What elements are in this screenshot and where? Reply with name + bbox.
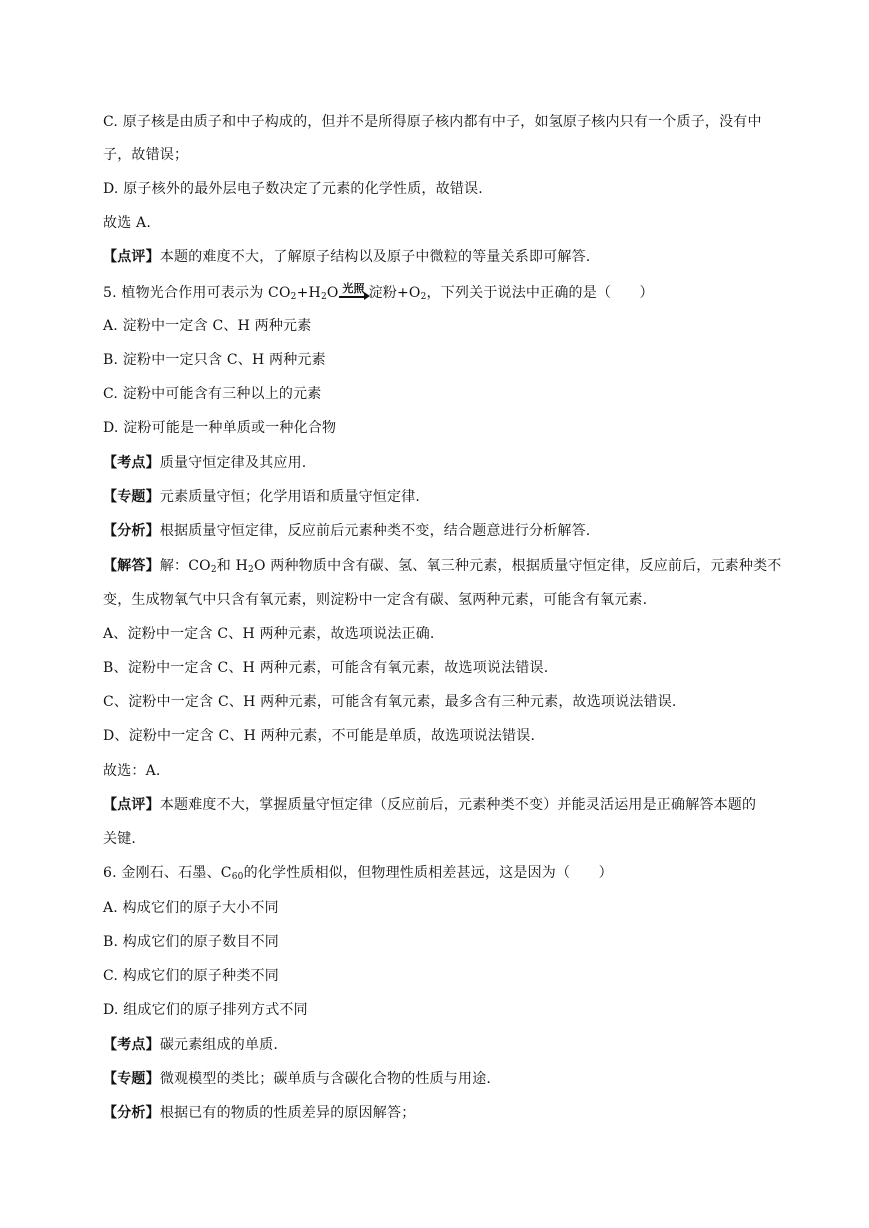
kaodian-line bbox=[103, 1036, 278, 1054]
section-tag: 【考点】 bbox=[103, 1037, 160, 1053]
question-text: +H bbox=[296, 285, 321, 301]
question-5-stem bbox=[103, 283, 654, 302]
option-b: B. 构成它们的原子数目不同 bbox=[103, 934, 279, 950]
section-text: 质量守恒定律及其应用. bbox=[159, 455, 307, 471]
section-text: 微观模型的类比；碳单质与含碳化合物的性质与用途. bbox=[159, 1071, 492, 1087]
section-text: O 两种物质中含有碳、氢、氧三种元素，根据质量守恒定律，反应前后，元素种类不 bbox=[253, 558, 782, 574]
text-line: A、淀粉中一定含 C、H 两种元素，故选项说法正确. bbox=[103, 626, 435, 642]
section-text: 解：CO bbox=[159, 558, 211, 574]
reaction-condition: 光照 bbox=[342, 282, 365, 295]
option-c: C. 构成它们的原子种类不同 bbox=[103, 968, 279, 984]
option-a: A. 构成它们的原子大小不同 bbox=[103, 900, 279, 916]
section-tag: 【专题】 bbox=[103, 489, 160, 505]
question-text: 淀粉+O bbox=[368, 285, 421, 301]
section-tag: 【专题】 bbox=[103, 1071, 160, 1087]
text-line: 关键. bbox=[103, 831, 137, 847]
text-line: C. 原子核是由质子和中子构成的，但并不是所得原子核内都有中子，如氢原子核内只有一个质子，没有中 bbox=[103, 114, 762, 130]
section-tag: 【分析】 bbox=[103, 523, 160, 539]
fenxi-line bbox=[103, 522, 590, 540]
question-text: ，下列关于说法中正确的是（ ） bbox=[426, 285, 654, 301]
section-tag: 【点评】 bbox=[103, 249, 160, 265]
question-text: O bbox=[326, 285, 339, 301]
option-a: A. 淀粉中一定含 C、H 两种元素 bbox=[103, 318, 312, 334]
comment-line bbox=[103, 796, 756, 814]
option-d: D. 组成它们的原子排列方式不同 bbox=[103, 1002, 308, 1018]
section-tag: 【点评】 bbox=[103, 797, 160, 813]
reaction-arrow bbox=[339, 283, 369, 301]
section-text: 和 H bbox=[216, 558, 249, 574]
section-text: 根据已有的物质的性质差异的原因解答； bbox=[159, 1105, 416, 1121]
subscript: 2 bbox=[248, 565, 254, 575]
subscript: 2 bbox=[210, 565, 217, 575]
option-c: C. 淀粉中可能含有三种以上的元素 bbox=[103, 386, 322, 402]
text-line: 变，生成物氧气中只含有氧元素，则淀粉中一定含有碳、氢两种元素，可能含有氧元素. bbox=[103, 592, 648, 608]
comment-text: 本题的难度不大，了解原子结构以及原子中微粒的等量关系即可解答. bbox=[159, 249, 591, 265]
section-text: 元素质量守恒；化学用语和质量守恒定律. bbox=[159, 489, 421, 505]
question-text: 6. 金刚石、石墨、C bbox=[103, 865, 232, 881]
section-text: 根据质量守恒定律，反应前后元素种类不变，结合题意进行分析解答. bbox=[159, 523, 591, 539]
option-d: D. 淀粉可能是一种单质或一种化合物 bbox=[103, 420, 337, 436]
subscript: 2 bbox=[290, 292, 297, 302]
text-line: D、淀粉中一定含 C、H 两种元素，不可能是单质，故选项说法错误. bbox=[103, 728, 536, 744]
subscript: 60 bbox=[231, 872, 244, 882]
fenxi-line bbox=[103, 1104, 415, 1122]
question-6-stem bbox=[103, 864, 613, 882]
text-line: B、淀粉中一定含 C、H 两种元素，可能含有氧元素，故选项说法错误. bbox=[103, 660, 549, 676]
text-line: 故选：A. bbox=[103, 763, 161, 779]
section-tag: 【解答】 bbox=[103, 558, 160, 574]
question-text: 的化学性质相似，但物理性质相差甚远，这是因为（ ） bbox=[243, 865, 613, 881]
zhuanti-line bbox=[103, 1070, 491, 1088]
subscript: 2 bbox=[420, 292, 427, 302]
kaodian-line bbox=[103, 454, 306, 472]
comment-text: 本题难度不大，掌握质量守恒定律（反应前后，元素种类不变）并能灵活运用是正确解答本题的 bbox=[159, 797, 757, 813]
comment-line bbox=[103, 248, 590, 266]
section-tag: 【考点】 bbox=[103, 455, 160, 471]
option-b: B. 淀粉中一定只含 C、H 两种元素 bbox=[103, 352, 326, 368]
text-line: 故选 A. bbox=[103, 215, 152, 231]
jieda-line bbox=[103, 557, 781, 575]
zhuanti-line bbox=[103, 488, 420, 506]
section-text: 碳元素组成的单质. bbox=[159, 1037, 279, 1053]
text-line: 子，故错误； bbox=[103, 147, 189, 163]
subscript: 2 bbox=[320, 292, 327, 302]
text-line: C、淀粉中一定含 C、H 两种元素，可能含有氧元素，最多含有三种元素，故选项说法错误. bbox=[103, 694, 677, 710]
question-text: 5. 植物光合作用可表示为 CO bbox=[103, 285, 291, 301]
section-tag: 【分析】 bbox=[103, 1105, 160, 1121]
text-line: D. 原子核外的最外层电子数决定了元素的化学性质，故错误. bbox=[103, 181, 483, 197]
